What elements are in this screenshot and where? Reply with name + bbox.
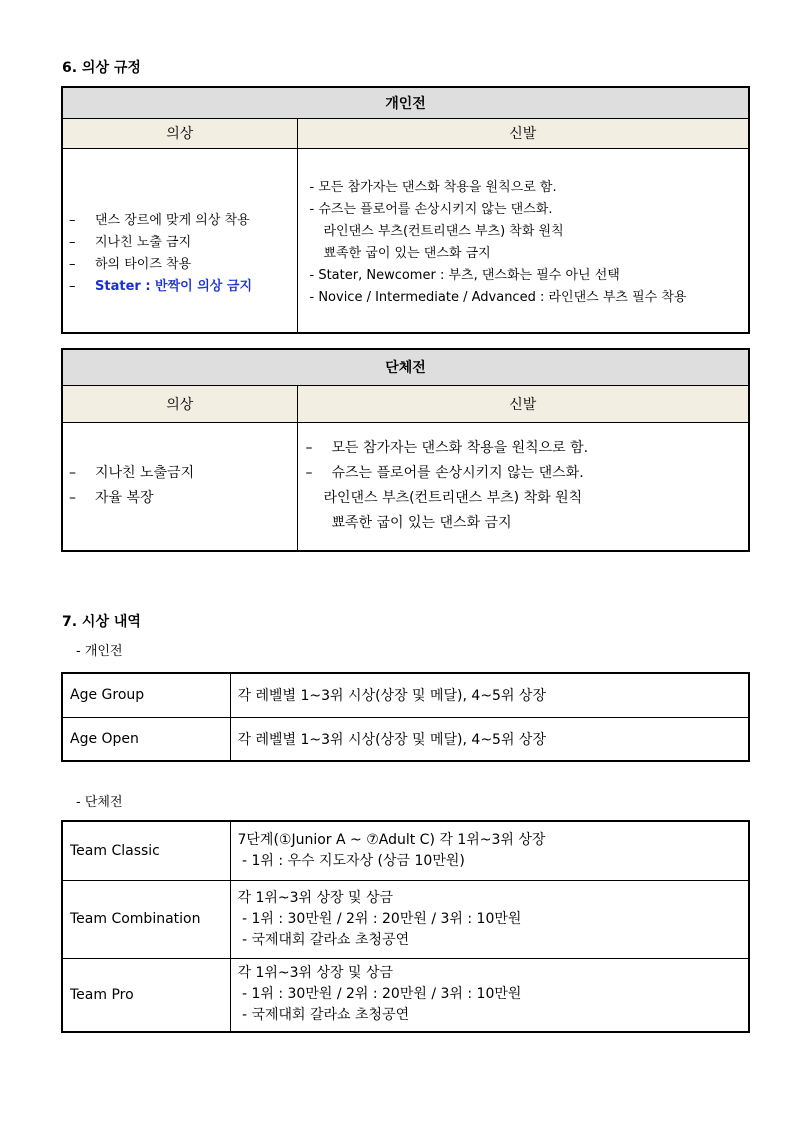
list-item: – 하의 타이즈 착용 — [69, 257, 192, 273]
table-row — [62, 673, 749, 717]
section-6-title: 6. 의상 규정 — [62, 60, 141, 76]
award-row-desc: 각 1위~3위 상장 및 상금 - 1위 : 30만원 / 2위 : 20만원 / 3위 : 10만원 - 국제대회 갈라쇼 초청공연 — [230, 880, 749, 958]
individual-costume-table — [61, 86, 750, 334]
list-item: – 지나친 노출금지 — [69, 465, 195, 482]
award-row-desc: 각 레벨별 1~3위 시상(상장 및 메달), 4~5위 상장 — [230, 673, 749, 717]
team-costume-cell — [62, 422, 297, 551]
list-item: 라인댄스 부츠(컨트리댄스 부츠) 착화 원칙 — [323, 490, 583, 507]
list-item: 뾰족한 굽이 있는 댄스화 금지 — [331, 515, 512, 532]
award-row-desc: 7단계(①Junior A ~ ⑦Adult C) 각 1위~3위 상장 - 1위 : 우수 지도자상 (상금 10만원) — [230, 821, 749, 880]
award-row-label: Age Open — [62, 717, 230, 761]
list-item: - 모든 참가자는 댄스화 착용을 원칙으로 함. — [309, 180, 557, 196]
team-award-table — [61, 820, 750, 1033]
award-row-label: Team Combination — [62, 880, 230, 958]
individual-header: 개인전 — [62, 87, 749, 118]
award-row-label: Team Classic — [62, 821, 230, 880]
section-7-title: 7. 시상 내역 — [62, 614, 141, 630]
award-row-desc: 각 레벨별 1~3위 시상(상장 및 메달), 4~5위 상장 — [230, 717, 749, 761]
list-item: – 댄스 장르에 맞게 의상 착용 — [69, 213, 250, 229]
list-item: - Novice / Intermediate / Advanced : 라인댄스 부츠 필수 착용 — [309, 290, 687, 306]
list-item: – 모든 참가자는 댄스화 착용을 원칙으로 함. — [305, 440, 589, 457]
award-row-label: Age Group — [62, 673, 230, 717]
individual-costume-cell — [62, 148, 297, 333]
list-item: 뾰족한 굽이 있는 댄스화 금지 — [323, 246, 491, 262]
list-item-highlight: – Stater : 반짝이 의상 금지 — [69, 279, 253, 295]
individual-col-shoes: 신발 — [297, 118, 749, 148]
list-item: - Stater, Newcomer : 부츠, 댄스화는 필수 아닌 선택 — [309, 268, 620, 284]
table-row — [62, 958, 749, 1032]
team-award-label: - 단체전 — [76, 795, 123, 810]
individual-award-table — [61, 672, 750, 762]
team-header: 단체전 — [62, 349, 749, 385]
individual-col-costume: 의상 — [62, 118, 297, 148]
team-col-costume: 의상 — [62, 385, 297, 422]
team-col-shoes: 신발 — [297, 385, 749, 422]
team-costume-table — [61, 348, 750, 552]
table-row — [62, 717, 749, 761]
individual-award-label: - 개인전 — [76, 644, 123, 659]
list-item: - 슈즈는 플로어를 손상시키지 않는 댄스화. — [309, 202, 553, 218]
award-row-label: Team Pro — [62, 958, 230, 1032]
list-item: – 지나친 노출 금지 — [69, 235, 192, 251]
team-shoes-cell — [297, 422, 749, 551]
individual-shoes-cell — [297, 148, 749, 333]
table-row — [62, 821, 749, 880]
table-row — [62, 880, 749, 958]
list-item: – 자율 복장 — [69, 490, 154, 507]
award-row-desc: 각 1위~3위 상장 및 상금 - 1위 : 30만원 / 2위 : 20만원 / 3위 : 10만원 - 국제대회 갈라쇼 초청공연 — [230, 958, 749, 1032]
list-item: 라인댄스 부츠(컨트리댄스 부츠) 착화 원칙 — [323, 224, 564, 240]
list-item: – 슈즈는 플로어를 손상시키지 않는 댄스화. — [305, 465, 584, 482]
